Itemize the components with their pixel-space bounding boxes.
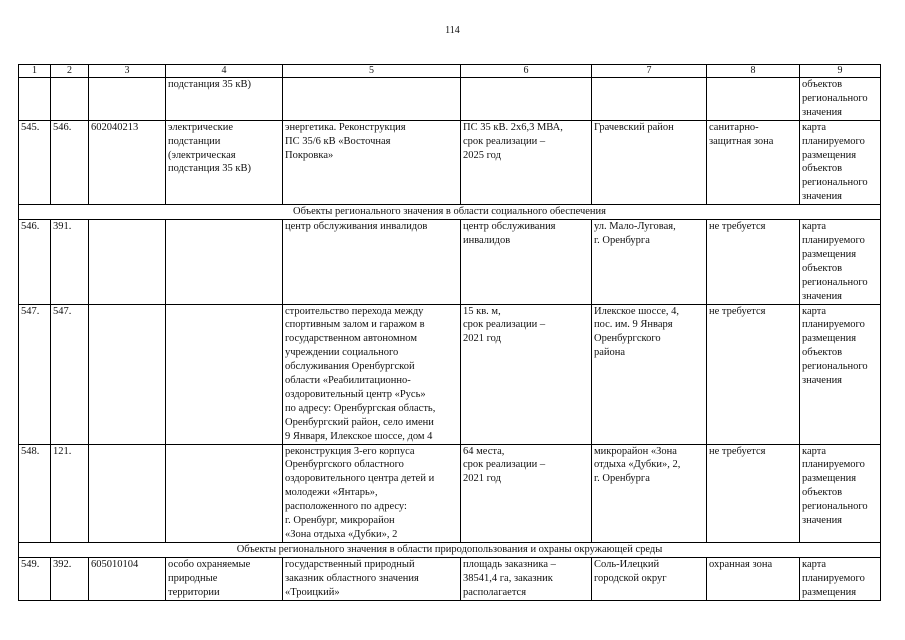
zone-cell: охранная зона [707,557,800,600]
object-type-cell [166,444,283,542]
location-cell: Грачевский район [592,120,707,204]
table-row [19,220,881,304]
section-heading-row [19,205,881,220]
section-heading: Объекты регионального значения в области социального обеспечения [19,205,881,220]
location-cell: Илекское шоссе, 4, пос. им. 9 Января Оренбургского района [592,304,707,444]
code-cell [89,78,166,121]
map-reference-cell: карта планируемого размещения объектов регионального значения [800,220,881,304]
table-row [19,557,881,600]
column-number: 2 [51,65,89,78]
zone-cell: не требуется [707,304,800,444]
object-name-cell [283,78,461,121]
code-cell [89,304,166,444]
column-number: 6 [461,65,592,78]
section-heading-row [19,542,881,557]
code-cell: 605010104 [89,557,166,600]
location-cell: микрорайон «Зона отдыха «Дубки», 2, г. Оренбурга [592,444,707,542]
map-reference-cell: объектов регионального значения [800,78,881,121]
row-number-cell: 549. [19,557,51,600]
object-type-cell [166,220,283,304]
document-table [18,64,881,601]
object-name-cell: строительство перехода между спортивным залом и гаражом в государственном автономном учреждении социального обслуживания Оренбургской области «Реабилитационно- оздоровительный центр «Русь» по адресу: Оренбургская область, Оренбургский район, село имени 9 Января, Илекское шоссе, дом 4 [283,304,461,444]
characteristics-cell: 64 места, срок реализации – 2021 год [461,444,592,542]
column-number: 5 [283,65,461,78]
object-type-cell: особо охраняемые природные территории [166,557,283,600]
object-number-cell: 547. [51,304,89,444]
characteristics-cell [461,78,592,121]
object-name-cell: центр обслуживания инвалидов [283,220,461,304]
characteristics-cell: центр обслуживания инвалидов [461,220,592,304]
table-row [19,120,881,204]
object-number-cell: 392. [51,557,89,600]
map-reference-cell: карта планируемого размещения [800,557,881,600]
object-type-cell [166,304,283,444]
characteristics-cell: площадь заказника – 38541,4 га, заказник располагается [461,557,592,600]
zone-cell: не требуется [707,444,800,542]
characteristics-cell: 15 кв. м, срок реализации – 2021 год [461,304,592,444]
table-row [19,78,881,121]
column-number-row [19,65,881,78]
row-number-cell: 546. [19,220,51,304]
row-number-cell: 545. [19,120,51,204]
table-row [19,444,881,542]
code-cell: 602040213 [89,120,166,204]
map-reference-cell: карта планируемого размещения объектов регионального значения [800,444,881,542]
zone-cell: не требуется [707,220,800,304]
column-number: 3 [89,65,166,78]
location-cell [592,78,707,121]
object-type-cell: электрические подстанции (электрическая подстанция 35 кВ) [166,120,283,204]
zone-cell: санитарно- защитная зона [707,120,800,204]
location-cell: Соль-Илецкий городской округ [592,557,707,600]
object-name-cell: государственный природный заказник областного значения «Троицкий» [283,557,461,600]
characteristics-cell: ПС 35 кВ. 2х6,3 МВА, срок реализации – 2025 год [461,120,592,204]
row-number-cell: 548. [19,444,51,542]
page-number: 114 [445,25,460,36]
map-reference-cell: карта планируемого размещения объектов регионального значения [800,120,881,204]
object-name-cell: энергетика. Реконструкция ПС 35/6 кВ «Восточная Покровка» [283,120,461,204]
row-number-cell [19,78,51,121]
table-row [19,304,881,444]
code-cell [89,444,166,542]
object-number-cell: 546. [51,120,89,204]
map-reference-cell: карта планируемого размещения объектов регионального значения [800,304,881,444]
column-number: 9 [800,65,881,78]
object-number-cell [51,78,89,121]
column-number: 4 [166,65,283,78]
column-number: 8 [707,65,800,78]
object-type-cell: подстанция 35 кВ) [166,78,283,121]
object-number-cell: 121. [51,444,89,542]
column-number: 1 [19,65,51,78]
section-heading: Объекты регионального значения в области природопользования и охраны окружающей среды [19,542,881,557]
location-cell: ул. Мало-Луговая, г. Оренбурга [592,220,707,304]
column-number: 7 [592,65,707,78]
zone-cell [707,78,800,121]
object-number-cell: 391. [51,220,89,304]
object-name-cell: реконструкция 3-его корпуса Оренбургского областного оздоровительного центра детей и молодежи «Янтарь», расположенного по адресу: г. Оренбург, микрорайон «Зона отдыха «Дубки», 2 [283,444,461,542]
row-number-cell: 547. [19,304,51,444]
code-cell [89,220,166,304]
